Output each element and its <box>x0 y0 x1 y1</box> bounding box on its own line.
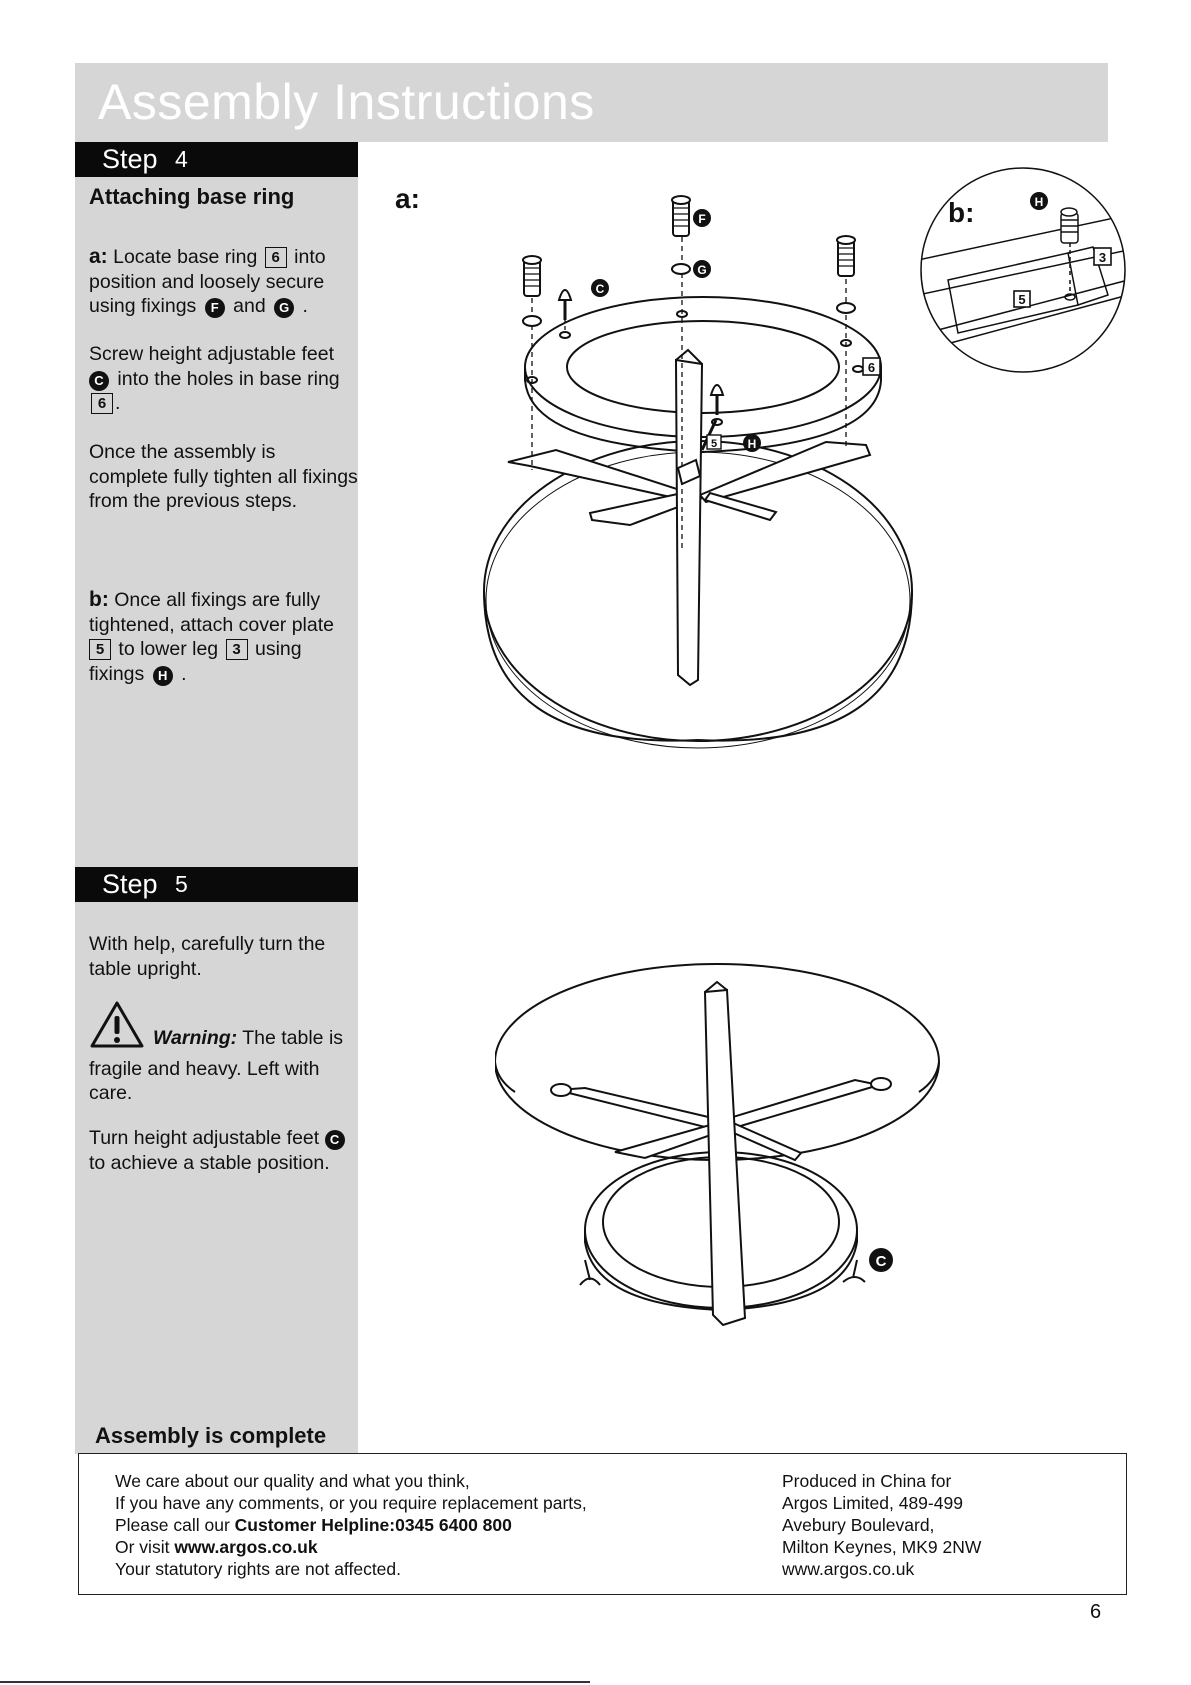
address-website[interactable]: www.argos.co.uk <box>782 1559 915 1579</box>
page-title: Assembly Instructions <box>98 74 595 130</box>
step-number: 5 <box>175 871 188 897</box>
step-label: Step <box>102 869 158 899</box>
step-number: 4 <box>175 146 188 172</box>
part-3-tag: 3 <box>1098 250 1107 265</box>
helpline-number: Customer Helpline:0345 6400 800 <box>234 1515 512 1535</box>
step-4-feet-instruction: Screw height adjustable feet C into the holes in base ring 6 . <box>89 343 340 414</box>
sub-step-a-label: a: <box>89 245 108 268</box>
page-number: 6 <box>1090 1601 1102 1623</box>
fixing-g-icon: G <box>274 298 294 318</box>
website-link[interactable]: www.argos.co.uk <box>174 1537 318 1557</box>
callout-c: C <box>875 1253 887 1270</box>
warning-note: Warning: The table is fragile and heavy. Left with care. <box>89 1000 359 1106</box>
footer-address: Produced in China for Argos Limited, 489-499 Avebury Boulevard, Milton Keynes, MK9 2NW www.argos.co.uk <box>782 1471 982 1579</box>
fixing-c-icon: C <box>89 371 109 391</box>
diagram-b-label: b: <box>948 197 975 228</box>
part-5-label: 5 <box>89 639 111 660</box>
diagram-a-label: a: <box>395 183 420 214</box>
helpline-line: Please call our Customer Helpline:0345 6400 800 <box>115 1515 512 1535</box>
warning-icon <box>89 1000 145 1057</box>
step-5-feet-instruction: Turn height adjustable feet C to achieve a stable position. <box>89 1126 359 1175</box>
part-6-label: 6 <box>91 393 113 414</box>
header-banner <box>75 63 1108 142</box>
part-3-label: 3 <box>226 639 248 660</box>
diagram-step-5 <box>495 960 955 1335</box>
step-5-turn-instruction: With help, carefully turn the table upright. <box>89 933 326 980</box>
step-4-heading: Attaching base ring <box>89 184 295 209</box>
callout-h: H <box>747 437 757 451</box>
step-4a-instruction: a: Locate base ring 6 into position and loosely secure using fixings F and G . <box>89 245 326 317</box>
callout-h: H <box>1034 195 1044 209</box>
fixing-h-icon: H <box>153 666 173 686</box>
part-5-tag: 5 <box>710 438 718 450</box>
step-label: Step <box>102 144 158 174</box>
step-4b-instruction: b: Once all fixings are fully tightened, attach cover plate 5 to lower leg 3 using fixings H . <box>89 588 334 685</box>
step-5-header <box>75 867 358 902</box>
website-line: Or visit www.argos.co.uk <box>115 1537 318 1557</box>
step-4-tighten-instruction: Once the assembly is complete fully tighten all fixings from the previous steps. <box>89 441 358 512</box>
step-4-header <box>75 142 358 177</box>
callout-g: G <box>697 263 707 277</box>
assembly-complete-note: Assembly is complete <box>95 1423 327 1448</box>
footer-left-text: We care about our quality and what you think, If you have any comments, or you require replacement parts, Please call our Customer Helpline:0345 6400 800 Or visit www.argos.co.uk Your statutory rights are not affected. <box>115 1471 587 1579</box>
part-5-tag: 5 <box>1018 292 1026 307</box>
part-6-label: 6 <box>265 247 287 268</box>
footer-contact-box <box>78 1453 1127 1595</box>
callout-c: C <box>595 282 605 296</box>
callout-f: F <box>698 212 706 226</box>
part-6-tag: 6 <box>867 360 876 375</box>
warning-label: Warning: <box>153 1027 238 1049</box>
fixing-f-icon: F <box>205 298 225 318</box>
bottom-rule <box>0 1681 590 1683</box>
diagram-step-4a <box>470 180 930 750</box>
instruction-sidebar <box>75 142 358 1454</box>
sub-step-b-label: b: <box>89 588 109 611</box>
fixing-c-icon: C <box>325 1130 345 1150</box>
